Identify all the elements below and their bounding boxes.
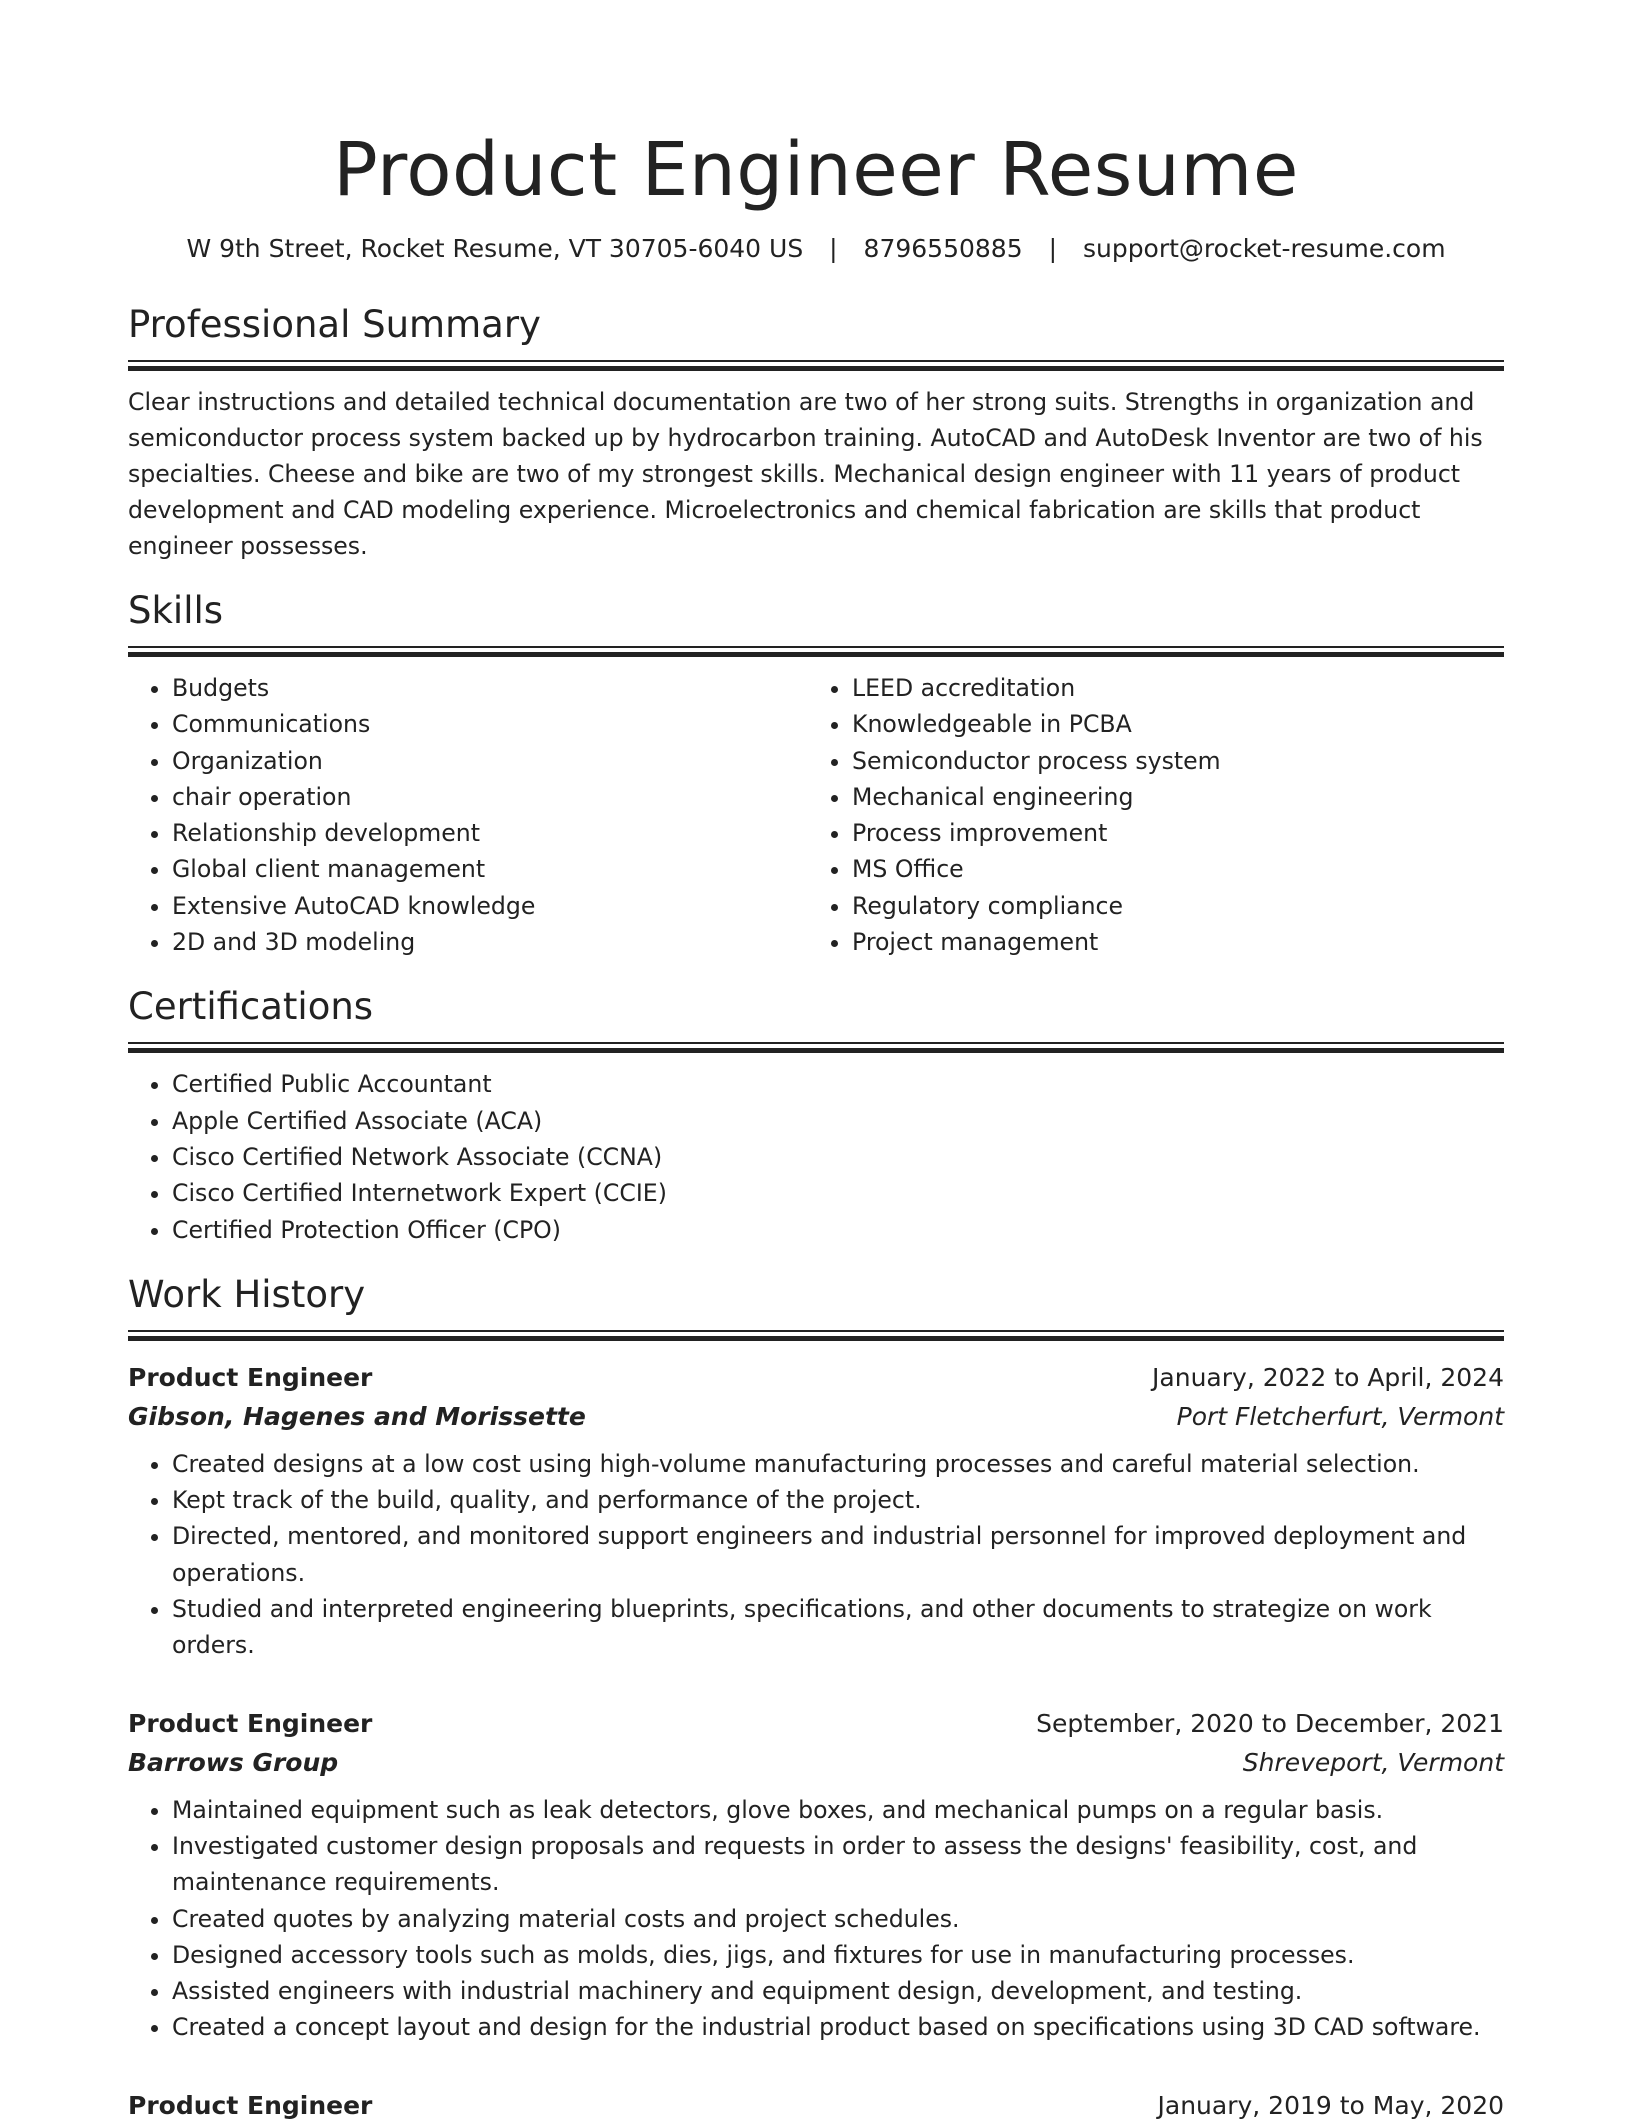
job-bullets — [128, 1792, 1504, 2046]
job-dates: January, 2022 to April, 2024 — [1152, 1362, 1504, 1392]
list-item: • Created quotes by analyzing material costs and project schedules. — [172, 1901, 1504, 1937]
job-header — [128, 1704, 1504, 1743]
list-item: • Process improvement — [852, 815, 1482, 851]
contact-separator: | — [1048, 234, 1057, 263]
job-title: Product Engineer — [128, 1708, 373, 1738]
certifications-list — [128, 1066, 1504, 1247]
job-dates: September, 2020 to December, 2021 — [1036, 1708, 1504, 1738]
summary-section — [128, 300, 1504, 564]
list-item: • Global client management — [172, 851, 802, 887]
resume-page — [128, 0, 1504, 2125]
summary-text: Clear instructions and detailed technical documentation are two of her strong suits. Strengths in organization and semiconductor process system backed up by hydrocarbon training. AutoCAD and AutoDesk Inventor are two of his specialties. Cheese and bike are two of my strongest skills. Mechanical design engineer with 11 years of product development and CAD modeling experience. Microelectronics and chemical fabrication are skills that product engineer possesses. — [128, 388, 1483, 560]
section-divider — [128, 1042, 1504, 1052]
list-item: • 2D and 3D modeling — [172, 924, 802, 960]
job-company: Gibson, Hagenes and Morissette — [128, 1401, 586, 1431]
list-item: • Certified Protection Officer (CPO) — [172, 1212, 1504, 1248]
job-entry — [128, 1704, 1504, 2046]
job-subheader — [128, 1743, 1504, 1782]
section-title-summary: Professional Summary — [128, 303, 541, 346]
list-item: • Relationship development — [172, 815, 802, 851]
list-item: • Semiconductor process system — [852, 743, 1482, 779]
section-title-work-history: Work History — [128, 1272, 366, 1316]
list-item: • Certified Public Accountant — [172, 1066, 1504, 1102]
list-item: • Created a concept layout and design for the industrial product based on specifications using 3D CAD software. — [172, 2009, 1504, 2045]
list-item: • Apple Certified Associate (ACA) — [172, 1103, 1504, 1139]
skills-section — [128, 586, 1504, 960]
list-item: • Designed accessory tools such as molds, dies, jigs, and fixtures for use in manufacturing processes. — [172, 1937, 1504, 1973]
section-divider — [128, 1330, 1504, 1340]
list-item: • Studied and interpreted engineering blueprints, specifications, and other documents to strategize on work orders. — [172, 1591, 1504, 1664]
list-item: • Assisted engineers with industrial machinery and equipment design, development, and testing. — [172, 1973, 1504, 2009]
job-entry — [128, 2086, 1504, 2125]
list-item: • Cisco Certified Network Associate (CCNA) — [172, 1139, 1504, 1175]
skills-list-right — [802, 670, 1482, 960]
job-location: Port Fletcherfurt, Vermont — [1176, 1401, 1504, 1431]
list-item: • Created designs at a low cost using high-volume manufacturing processes and careful material selection. — [172, 1446, 1504, 1482]
job-entry — [128, 1358, 1504, 1664]
job-header — [128, 2086, 1504, 2125]
contact-email[interactable]: support@rocket-resume.com — [1082, 234, 1446, 263]
certifications-section — [128, 982, 1504, 1247]
list-item: • Maintained equipment such as leak detectors, glove boxes, and mechanical pumps on a regular basis. — [172, 1792, 1504, 1828]
list-item: • Regulatory compliance — [852, 888, 1482, 924]
section-divider — [128, 360, 1504, 370]
job-dates: January, 2019 to May, 2020 — [1157, 2090, 1504, 2120]
list-item: • Organization — [172, 743, 802, 779]
list-item: • Investigated customer design proposals and requests in order to assess the designs' feasibility, cost, and maintenance requirements. — [172, 1828, 1504, 1901]
job-location: Shreveport, Vermont — [1242, 1747, 1504, 1777]
job-bullets — [128, 1446, 1504, 1664]
list-item: • chair operation — [172, 779, 802, 815]
list-item: • Mechanical engineering — [852, 779, 1482, 815]
job-title: Product Engineer — [128, 1362, 373, 1392]
list-item: • Project management — [852, 924, 1482, 960]
contact-line — [128, 232, 1504, 266]
section-title-skills: Skills — [128, 589, 224, 632]
contact-phone: 8796550885 — [863, 234, 1023, 263]
list-item: • Budgets — [172, 670, 802, 706]
skills-list-left — [128, 670, 802, 960]
list-item: • Directed, mentored, and monitored support engineers and industrial personnel for improved deployment and operations. — [172, 1518, 1504, 1591]
contact-separator: | — [829, 234, 838, 263]
resume-title: Product Engineer Resume — [333, 127, 1299, 213]
job-title: Product Engineer — [128, 2090, 373, 2120]
contact-address: W 9th Street, Rocket Resume, VT 30705-6040 US — [186, 234, 804, 263]
section-title-certifications: Certifications — [128, 985, 374, 1029]
list-item: • Kept track of the build, quality, and performance of the project. — [172, 1482, 1504, 1518]
job-company: Barrows Group — [128, 1747, 339, 1777]
list-item: • Communications — [172, 706, 802, 742]
list-item: • Knowledgeable in PCBA — [852, 706, 1482, 742]
list-item: • Cisco Certified Internetwork Expert (CCIE) — [172, 1175, 1504, 1211]
list-item: • Extensive AutoCAD knowledge — [172, 888, 802, 924]
job-subheader — [128, 1397, 1504, 1436]
list-item: • LEED accreditation — [852, 670, 1482, 706]
list-item: • MS Office — [852, 851, 1482, 887]
skills-grid — [128, 670, 1504, 960]
job-header — [128, 1358, 1504, 1397]
work-history-section — [128, 1270, 1504, 2125]
section-divider — [128, 646, 1504, 656]
